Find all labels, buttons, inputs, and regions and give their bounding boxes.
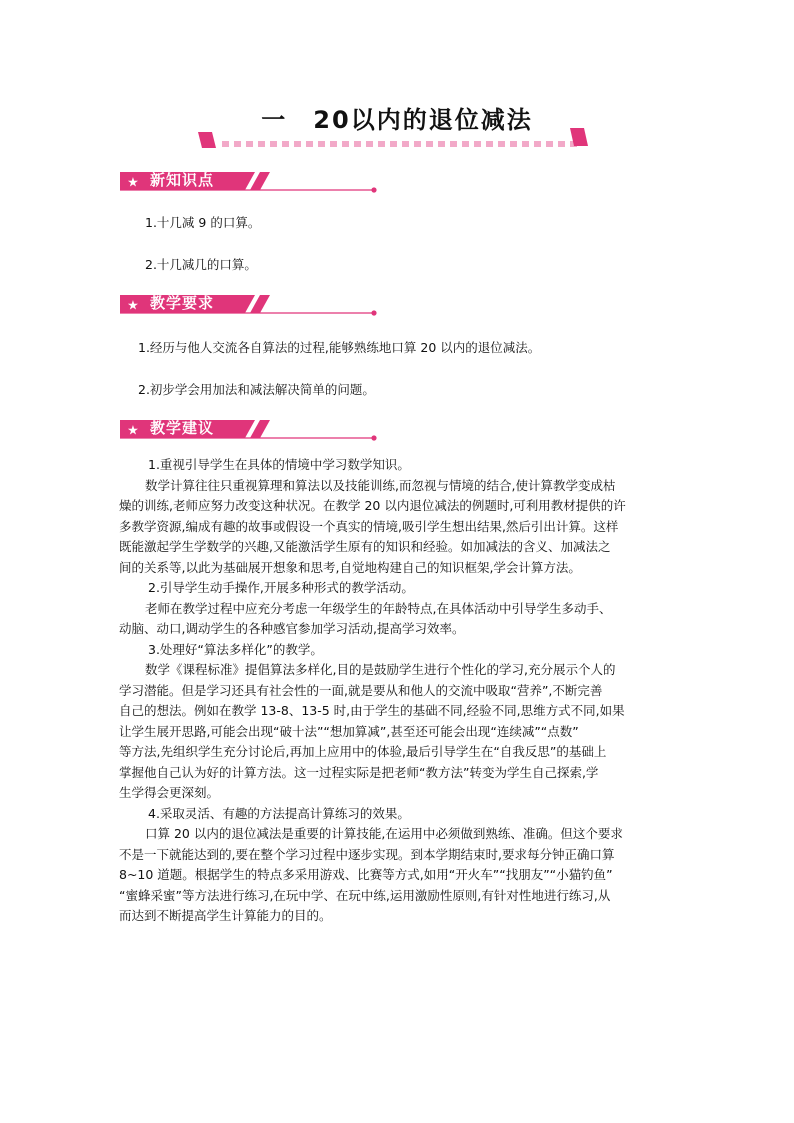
section-header-teaching-suggestions xyxy=(120,416,380,446)
paragraph-line: 而达到不断提高学生计算能力的目的。 xyxy=(119,908,332,923)
decor-dot xyxy=(366,141,373,147)
decor-dot xyxy=(222,141,229,147)
paragraph-line: 4.采取灵活、有趣的方法提高计算练习的效果。 xyxy=(148,805,410,821)
decor-dot xyxy=(426,141,433,147)
decor-dot xyxy=(438,141,445,147)
paragraph-line: 等方法,先组织学生充分讨论后,再加上应用中的体验,最后引导学生在“自我反思”的基础上 xyxy=(119,744,607,759)
decor-dot xyxy=(546,141,553,147)
decor-bar xyxy=(198,132,216,148)
page-title: 一 20以内的退位减法 xyxy=(261,106,533,134)
decor-dot xyxy=(270,141,277,147)
decor-dot xyxy=(414,141,421,147)
decor-dot xyxy=(294,141,301,147)
section-label: 教学要求 xyxy=(150,294,215,312)
list-item: 2.初步学会用加法和减法解决简单的问题。 xyxy=(138,382,375,397)
paragraph-line: 多教学资源,编成有趣的故事或假设一个真实的情境,吸引学生想出结果,然后引出计算。这样 xyxy=(119,518,619,534)
paragraph-line: 生学得会更深刻。 xyxy=(119,785,220,800)
decor-dot xyxy=(246,141,253,147)
decor-dot xyxy=(522,141,529,147)
decor-dot xyxy=(558,141,565,147)
decor-dot xyxy=(534,141,541,147)
paragraph-line: 数学计算往往只重视算理和算法以及技能训练,而忽视与情境的结合,使计算教学变成枯 xyxy=(145,477,616,493)
decor-dot xyxy=(318,141,325,147)
decor-dot xyxy=(330,141,337,147)
list-item: 1.经历与他人交流各自算法的过程,能够熟练地口算 20 以内的退位减法。 xyxy=(138,340,541,355)
paragraph-line: 8~10 道题。根据学生的特点多采用游戏、比赛等方式,如用“开火车”“找朋友”“小猫钓鱼” xyxy=(119,867,613,882)
star-icon: ★ xyxy=(127,423,139,439)
decor-dot xyxy=(498,141,505,147)
decor-dot xyxy=(378,141,385,147)
decor-dot xyxy=(342,141,349,147)
section-label: 教学建议 xyxy=(150,419,215,437)
paragraph-line: “蜜蜂采蜜”等方法进行练习,在玩中学、在玩中练,运用激励性原则,有针对性地进行练习,从 xyxy=(119,887,611,903)
paragraph-line: 燥的训练,老师应努力改变这种状况。在教学 20 以内退位减法的例题时,可利用教材提供的许 xyxy=(119,498,626,513)
paragraph-line: 老师在教学过程中应充分考虑一年级学生的年龄特点,在具体活动中引导学生多动手、 xyxy=(145,600,612,616)
decor-dot xyxy=(258,141,265,147)
paragraph-line: 让学生展开思路,可能会出现“破十法”“想加算减”,甚至还可能会出现“连续减”“点数” xyxy=(119,723,579,739)
paragraph-line: 口算 20 以内的退位减法是重要的计算技能,在运用中必须做到熟练、准确。但这个要求 xyxy=(145,826,623,841)
decor-dot xyxy=(402,141,409,147)
star-icon: ★ xyxy=(127,175,139,191)
list-item: 2.十几减几的口算。 xyxy=(145,257,257,272)
decor-dot xyxy=(474,141,481,147)
decor-dot xyxy=(390,141,397,147)
teaching-suggestions-body xyxy=(119,455,626,927)
decor-dot xyxy=(510,141,517,147)
paragraph-line: 自己的想法。例如在教学 13-8、13-5 时,由于学生的基础不同,经验不同,思维方式不同,如果 xyxy=(119,703,625,718)
title-decoration xyxy=(198,128,590,150)
star-icon: ★ xyxy=(127,298,139,314)
section-header-teaching-requirements xyxy=(120,291,380,321)
paragraph-line: 掌握他自己认为好的计算方法。这一过程实际是把老师“教方法”转变为学生自己探索,学 xyxy=(119,764,599,780)
paragraph-line: 动脑、动口,调动学生的各种感官参加学习活动,提高学习效率。 xyxy=(119,621,465,636)
decor-dot xyxy=(354,141,361,147)
paragraph-line: 2.引导学生动手操作,开展多种形式的教学活动。 xyxy=(148,580,414,595)
paragraph-line: 既能激起学生学数学的兴趣,又能激活学生原有的知识和经验。如加减法的含义、加减法之 xyxy=(119,539,611,554)
decor-dot xyxy=(450,141,457,147)
paragraph-line: 数学《课程标准》提倡算法多样化,目的是鼓励学生进行个性化的学习,充分展示个人的 xyxy=(145,662,616,677)
list-item: 1.十几减 9 的口算。 xyxy=(145,215,261,230)
decor-dot xyxy=(234,141,241,147)
decor-dot xyxy=(462,141,469,147)
paragraph-line: 3.处理好“算法多样化”的教学。 xyxy=(148,641,323,657)
section-header-new-knowledge xyxy=(120,168,380,198)
paragraph-line: 学习潜能。但是学习还具有社会性的一面,就是要从和他人的交流中吸取“营养”,不断完善 xyxy=(119,682,603,698)
decor-dot xyxy=(486,141,493,147)
paragraph-line: 间的关系等,以此为基础展开想象和思考,自觉地构建自己的知识框架,学会计算方法。 xyxy=(119,559,581,575)
decor-dot xyxy=(306,141,313,147)
decor-dot xyxy=(282,141,289,147)
section-label: 新知识点 xyxy=(150,171,215,189)
paragraph-line: 1.重视引导学生在具体的情境中学习数学知识。 xyxy=(148,457,410,472)
paragraph-line: 不是一下就能达到的,要在整个学习过程中逐步实现。到本学期结束时,要求每分钟正确口算 xyxy=(119,846,615,862)
